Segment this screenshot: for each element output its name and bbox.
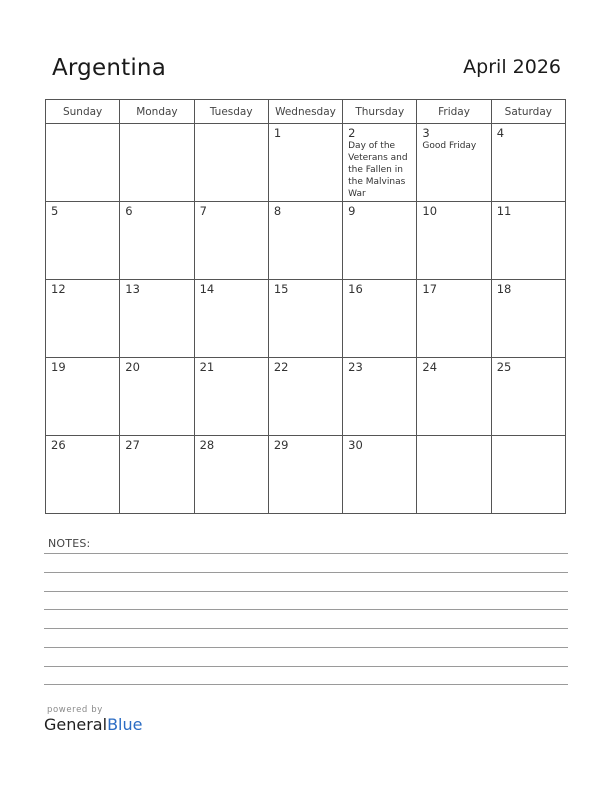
- day-cell: [46, 124, 120, 202]
- day-cell: [268, 436, 342, 514]
- calendar-grid: [45, 99, 566, 514]
- note-line: [44, 684, 568, 685]
- day-number: 6: [125, 204, 133, 218]
- day-number: 3: [422, 126, 430, 140]
- day-cell: [120, 202, 194, 280]
- weekday-saturday: Saturday: [491, 100, 565, 124]
- day-cell: [491, 358, 565, 436]
- day-number: 13: [125, 282, 140, 296]
- day-number: 15: [273, 282, 289, 296]
- holiday-label: Good Friday: [422, 141, 477, 151]
- note-line: [44, 572, 568, 573]
- holiday-label: Day of the Veterans and the Fallen in the Malvinas War: [348, 141, 408, 199]
- day-number: 12: [51, 282, 66, 296]
- day-number: 28: [199, 438, 215, 452]
- day-cell: [417, 358, 491, 436]
- day-number: 17: [422, 282, 438, 296]
- day-cell: [194, 124, 268, 202]
- weekday-monday: Monday: [120, 100, 194, 124]
- note-line: [44, 647, 568, 648]
- note-line: [44, 609, 568, 610]
- day-number: 27: [125, 438, 140, 452]
- day-number: 14: [199, 282, 215, 296]
- notes-label: NOTES:: [48, 537, 91, 550]
- day-number: 10: [422, 204, 438, 218]
- day-number: 26: [51, 438, 66, 452]
- brand-name: [44, 715, 142, 735]
- day-cell: [46, 358, 120, 436]
- note-line: [44, 553, 568, 554]
- day-cell: [491, 202, 565, 280]
- day-cell: [343, 202, 417, 280]
- day-number: 30: [348, 438, 363, 452]
- day-number: 7: [199, 204, 207, 218]
- day-cell: [343, 436, 417, 514]
- week-row-5: [46, 436, 566, 514]
- day-number: 24: [422, 360, 438, 374]
- day-cell: [120, 436, 194, 514]
- day-cell: [194, 358, 268, 436]
- weekday-sunday: Sunday: [46, 100, 120, 124]
- day-number: 20: [125, 360, 140, 374]
- day-number: 4: [496, 126, 505, 140]
- day-cell: [491, 280, 565, 358]
- day-number: 11: [496, 204, 512, 218]
- day-cell: [417, 436, 491, 514]
- weekday-wednesday: Wednesday: [268, 100, 342, 124]
- day-cell: [120, 358, 194, 436]
- day-number: 16: [348, 282, 363, 296]
- note-line: [44, 666, 568, 667]
- day-cell: [417, 124, 491, 202]
- day-cell: [194, 280, 268, 358]
- day-cell: [120, 124, 194, 202]
- day-cell: [343, 358, 417, 436]
- day-number: 9: [348, 204, 356, 218]
- day-cell: [194, 202, 268, 280]
- day-number: 23: [348, 360, 363, 374]
- week-row-4: [46, 358, 566, 436]
- day-number: 25: [496, 360, 512, 374]
- powered-by-text: powered by: [47, 705, 103, 715]
- day-cell: [343, 124, 417, 202]
- day-number: 8: [273, 204, 282, 218]
- weekday-header-row: [46, 100, 566, 124]
- weekday-friday: Friday: [417, 100, 491, 124]
- day-cell: [491, 436, 565, 514]
- day-number: 19: [51, 360, 66, 374]
- day-number: 2: [348, 126, 356, 140]
- day-cell: [417, 202, 491, 280]
- month-year-title: April 2026: [463, 56, 561, 78]
- day-cell: [46, 202, 120, 280]
- note-line: [44, 628, 568, 629]
- day-cell: [268, 358, 342, 436]
- day-cell: [120, 280, 194, 358]
- day-cell: [417, 280, 491, 358]
- week-row-2: [46, 202, 566, 280]
- day-number: 21: [199, 360, 215, 374]
- brand-name-general: General: [44, 715, 108, 734]
- day-number: 29: [273, 438, 289, 452]
- brand-name-blue: Blue: [107, 715, 143, 734]
- day-cell: [46, 280, 120, 358]
- day-cell: [268, 124, 342, 202]
- weekday-thursday: Thursday: [343, 100, 417, 124]
- day-cell: [46, 436, 120, 514]
- generalblue-logo[interactable]: [44, 705, 142, 735]
- day-number: 18: [496, 282, 512, 296]
- day-cell: [268, 280, 342, 358]
- day-cell: [491, 124, 565, 202]
- day-number: 22: [273, 360, 289, 374]
- day-cell: [343, 280, 417, 358]
- week-row-3: [46, 280, 566, 358]
- week-row-1: [46, 124, 566, 202]
- note-line: [44, 591, 568, 592]
- weekday-tuesday: Tuesday: [194, 100, 268, 124]
- day-cell: [268, 202, 342, 280]
- day-number: 5: [51, 204, 59, 218]
- day-number: 1: [273, 126, 282, 140]
- country-title: Argentina: [52, 55, 166, 81]
- day-cell: [194, 436, 268, 514]
